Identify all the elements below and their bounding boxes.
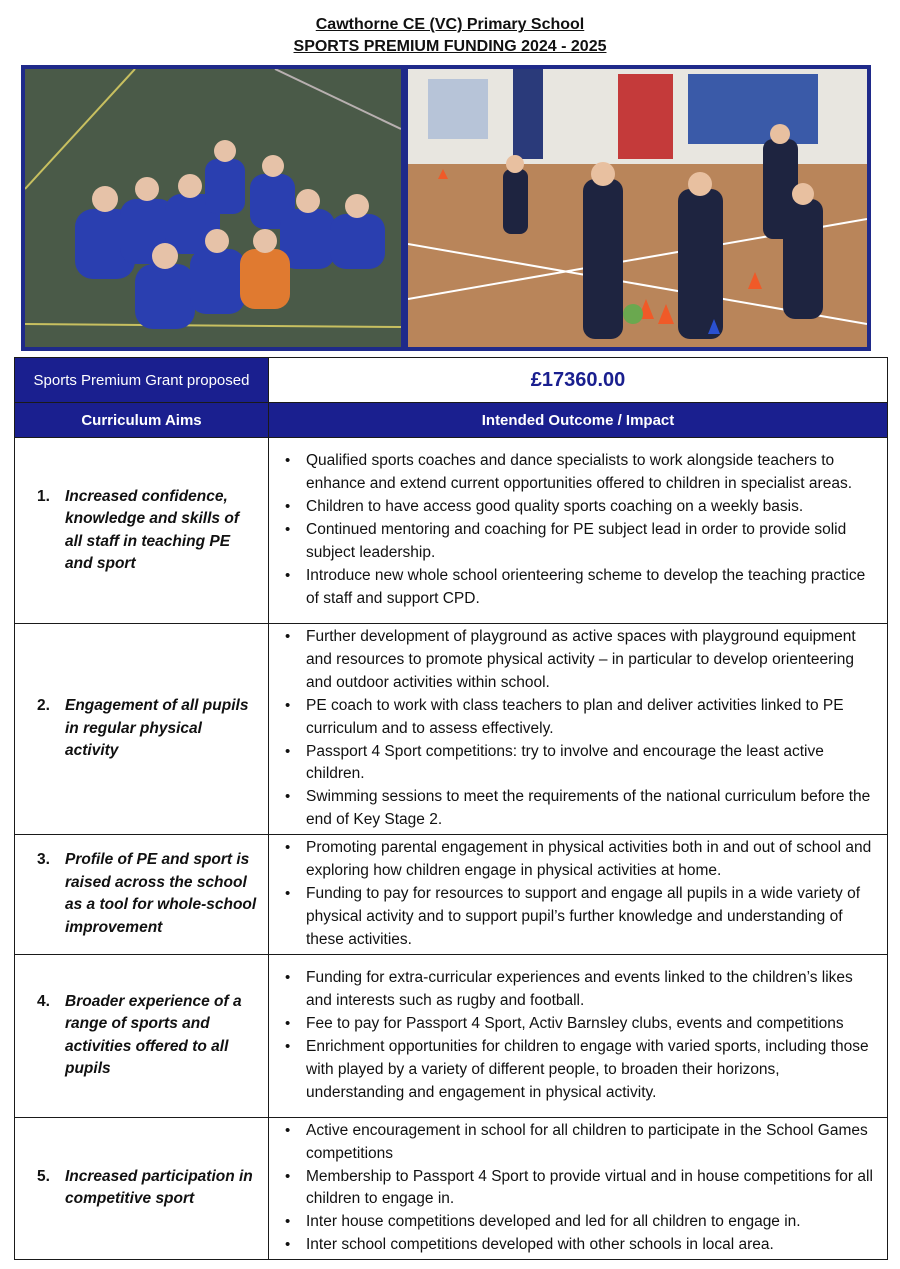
aim-number: 5.: [37, 1167, 50, 1185]
outcome-item: • Passport 4 Sport competitions: try to involve and encourage the least active children.: [283, 741, 875, 787]
column-header-row: [15, 403, 888, 438]
table-row: [15, 835, 888, 955]
sports-hall-photo: [408, 69, 867, 347]
table-row: [15, 954, 888, 1117]
aim-cell: [15, 954, 269, 1117]
aim-number: 4.: [37, 992, 50, 1010]
aim-cell: [15, 624, 269, 835]
outcome-item: • Inter house competitions developed and led for all children to engage in.: [283, 1211, 875, 1234]
outcome-item: • Enrichment opportunities for children to engage with varied sports, including those with played by a variety of different people, to broaden their horizons, understanding and engagement in physical activity.: [283, 1036, 875, 1105]
document-title: SPORTS PREMIUM FUNDING 2024 - 2025: [293, 38, 607, 55]
outcome-item: • Further development of playground as active spaces with playground equipment and resources to promote physical activity – in particular to develop orienteering and outdoor activities within school.: [283, 626, 875, 695]
outcome-item: • Swimming sessions to meet the requirements of the national curriculum before the end of Key Stage 2.: [283, 786, 875, 832]
outcome-cell: [269, 954, 888, 1117]
outcome-item: • Funding to pay for resources to support and engage all pupils in a wide variety of physical activity and to support pupil’s further knowledge and understanding of these activities.: [283, 883, 875, 952]
aim-number: 2.: [37, 697, 50, 715]
aim-text: Broader experience of a range of sports and activities offered to all pupils: [65, 992, 242, 1078]
aim-text: Increased participation in competitive sport: [65, 1167, 253, 1208]
group-photo: [25, 69, 401, 347]
aim-cell: [15, 835, 269, 955]
funding-table: [14, 357, 888, 1260]
outcome-item: • Promoting parental engagement in physical activities both in and out of school and exploring how children engage in physical activities at home.: [283, 837, 875, 883]
table-row: [15, 624, 888, 835]
grant-amount: £17360.00: [269, 358, 888, 403]
table-row: [15, 438, 888, 624]
column-header-outcomes: Intended Outcome / Impact: [269, 403, 888, 438]
photo-banner: [21, 65, 871, 351]
aim-cell: [15, 1117, 269, 1259]
outcome-cell: [269, 1117, 888, 1259]
outcome-item: • Funding for extra-curricular experiences and events linked to the children’s likes and interests such as rugby and football.: [283, 967, 875, 1013]
aim-text: Increased confidence, knowledge and skills of all staff in teaching PE and sport: [65, 487, 239, 572]
aim-number: 3.: [37, 851, 50, 869]
outcome-item: • Inter school competitions developed with other schools in local area.: [283, 1234, 875, 1257]
outcome-cell: [269, 438, 888, 624]
document-header: [0, 14, 900, 58]
grant-label: Sports Premium Grant proposed: [15, 358, 269, 403]
outcome-item: • Active encouragement in school for all children to participate in the School Games competitions: [283, 1120, 875, 1166]
aim-text: Engagement of all pupils in regular physical activity: [65, 697, 249, 760]
outcome-item: • Children to have access good quality sports coaching on a weekly basis.: [283, 496, 875, 519]
outcome-cell: [269, 624, 888, 835]
outcome-item: • Introduce new whole school orienteering scheme to develop the teaching practice of staff and support CPD.: [283, 565, 875, 611]
outcome-item: • Membership to Passport 4 Sport to provide virtual and in house competitions for all children to engage in.: [283, 1166, 875, 1212]
aim-number: 1.: [37, 487, 50, 505]
outcome-item: • PE coach to work with class teachers to plan and deliver activities linked to PE curriculum and to assess effectively.: [283, 695, 875, 741]
aim-text: Profile of PE and sport is raised across the school as a tool for whole-school improvement: [65, 851, 257, 936]
table-row: [15, 1117, 888, 1259]
outcome-item: • Continued mentoring and coaching for PE subject lead in order to provide solid subject leadership.: [283, 519, 875, 565]
outcome-cell: [269, 835, 888, 955]
grant-row: [15, 358, 888, 403]
school-name: Cawthorne CE (VC) Primary School: [315, 16, 585, 33]
column-header-aims: Curriculum Aims: [15, 403, 269, 438]
aim-cell: [15, 438, 269, 624]
outcome-item: • Fee to pay for Passport 4 Sport, Activ Barnsley clubs, events and competitions: [283, 1013, 875, 1036]
outcome-item: • Qualified sports coaches and dance specialists to work alongside teachers to enhance and extend current opportunities offered to children in specialist areas.: [283, 450, 875, 496]
